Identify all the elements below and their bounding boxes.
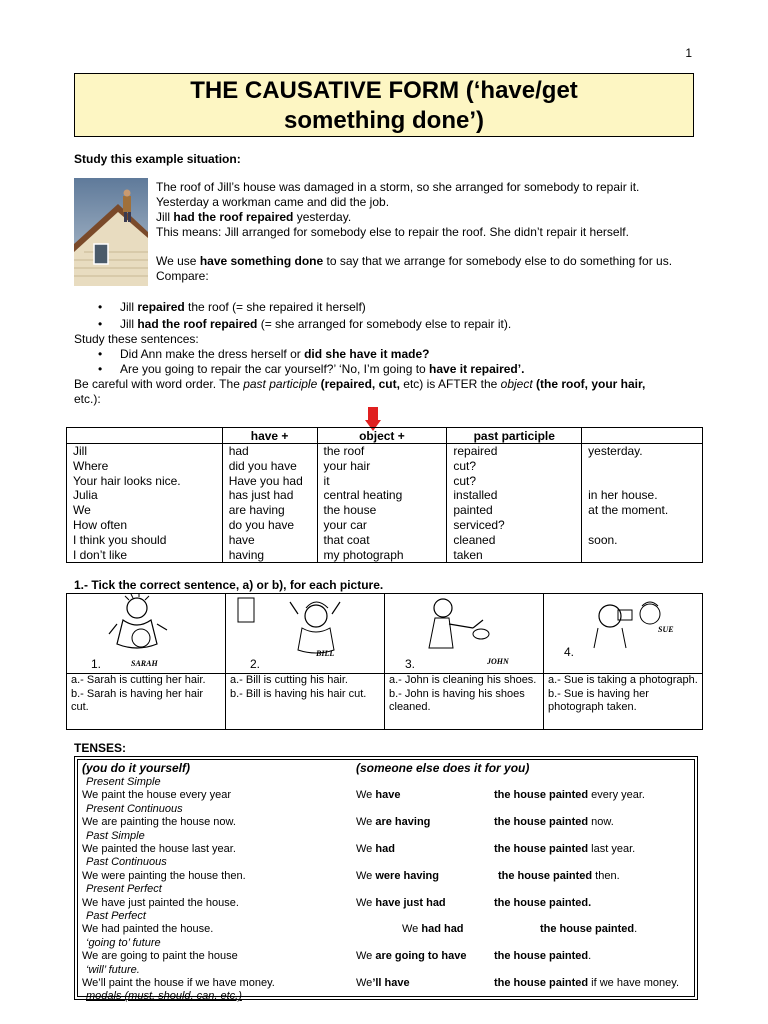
bullet-item: • Jill repaired the roof (= she repaired it herself) [74,300,699,315]
causative-aux: We’ll have [356,977,410,989]
svg-text:SARAH: SARAH [131,659,158,668]
table-cell: having [222,548,317,563]
table-row [67,548,703,563]
table-cell: are having [222,503,317,518]
table-cell: We [67,503,223,518]
table-header [582,428,703,444]
tense-sentence: We paint the house every year [82,789,231,802]
tense-label: Past Continuous [86,856,167,869]
options-row [67,674,703,730]
bullet-item: • Jill had the roof repaired (= she arranged for somebody else to repair it). [74,317,699,332]
causative-object: the house painted every year. [494,789,645,802]
table-row [67,444,703,459]
picture-number: 1. [91,657,102,671]
picture-number: 4. [564,645,575,659]
option-b[interactable]: b.- John is having his shoes cleaned. [389,687,525,713]
table-cell [582,548,703,563]
table-cell: has just had [222,488,317,503]
causative-object: the house painted last year. [494,843,636,855]
table-cell: repaired [447,444,582,459]
option-cell [226,674,385,730]
table-cell: cut? [447,459,582,474]
table-cell: central heating [317,488,447,503]
causative-aux: We are going to have [356,950,467,963]
option-a[interactable]: a.- John is cleaning his shoes. [389,674,537,686]
table-cell: that coat [317,533,447,548]
bullet-item: • Did Ann make the dress herself or did she have it made? [74,347,699,362]
table-cell: in her house. [582,488,703,503]
exercise-table [66,593,703,730]
table-cell: the house [317,503,447,518]
table-row [67,474,703,489]
causative-object: the house painted now. [494,816,614,829]
picture-cell [544,594,703,674]
picture-number: 2. [250,657,261,671]
table-cell: installed [447,488,582,503]
table-cell [582,518,703,533]
example-line: Yesterday a workman came and did the job. [156,195,390,209]
compare-label: Compare: [156,269,209,283]
option-a[interactable]: a.- Bill is cutting his hair. [230,674,348,686]
word-order-note-end: etc.): [74,392,101,406]
tense-row [82,977,682,990]
table-cell: had [222,444,317,459]
option-b[interactable]: b.- Sarah is having her hair cut. [71,687,204,713]
tense-sentence: We’ll paint the house if we have money. [82,977,275,989]
table-cell: soon. [582,533,703,548]
causative-aux: We have just had [356,896,446,909]
causative-aux: We are having [356,816,431,829]
table-header: have + [222,428,317,444]
tense-row [82,897,682,910]
table-cell: cleaned [447,533,582,548]
study-sentences-label: Study these sentences: [74,332,199,346]
tense-row [82,816,682,829]
table-header: object + [317,428,447,444]
tense-label: Past Simple [86,829,145,842]
tense-label: Present Perfect [86,883,162,896]
option-b[interactable]: b.- Bill is having his hair cut. [230,687,367,700]
tense-sentence: We were painting the house then. [82,869,246,882]
title-line-2: something done’) [284,107,484,134]
table-cell: your hair [317,459,447,474]
tense-label: modals (must, should, can, etc.) [86,990,242,1003]
compare-section [74,300,699,407]
table-cell: do you have [222,518,317,533]
table-header-row [67,428,703,444]
picture-cell [385,594,544,674]
tense-label: Present Simple [86,776,161,788]
tense-sentence: We painted the house last year. [82,843,236,855]
tenses-box [74,756,698,1003]
causative-aux: We had had [402,923,464,936]
table-header [67,428,223,444]
table-cell: your car [317,518,447,533]
tense-sentence: We had painted the house. [82,923,214,936]
causative-object: the house painted. [540,923,638,936]
tense-sentence: We are going to paint the house [82,950,238,963]
picture-cell [226,594,385,674]
causative-object: the house painted then. [498,869,620,882]
causative-aux: We have [356,789,401,802]
example-line: This means: Jill arranged for somebody else to repair the roof. She didn’t repair it herself. [156,225,629,239]
word-order-note: Be careful with word order. The past participle (repaired, cut, etc) is AFTER the object (the roof, your hair, [74,377,646,391]
roof-photo [74,178,148,286]
tense-row [82,950,682,963]
causative-object: the house painted. [494,896,592,909]
table-cell: my photograph [317,548,447,563]
tense-row [82,789,682,802]
option-cell [385,674,544,730]
table-cell: it [317,474,447,489]
word-order-table [66,427,703,563]
example-line: Jill had the roof repaired yesterday. [156,210,352,224]
table-row [67,518,703,533]
causative-aux: We were having [356,869,439,882]
causative-object: the house painted if we have money. [494,977,680,989]
table-cell: Jill [67,444,223,459]
tense-label: ‘going to’ future [86,936,161,949]
tense-row [82,923,682,936]
table-cell [582,459,703,474]
tense-label: ‘will’ future. [86,963,140,976]
table-cell: yesterday. [582,444,703,459]
svg-text:BILL: BILL [316,649,335,658]
example-text [156,180,696,284]
table-cell: serviced? [447,518,582,533]
tense-row [82,843,682,856]
option-cell [67,674,226,730]
tenses-column-headers [82,762,682,775]
table-cell: Where [67,459,223,474]
option-a[interactable]: a.- Sue is taking a photograph. [548,674,698,686]
table-cell: cut? [447,474,582,489]
table-header: past participle [447,428,582,444]
exercise-heading: 1.- Tick the correct sentence, a) or b), for each picture. [74,578,384,592]
page-title [74,73,694,137]
table-cell: at the moment. [582,503,703,518]
table-row [67,459,703,474]
tenses-heading: TENSES: [74,741,127,755]
tense-row [82,870,682,883]
page-number: 1 [685,46,692,60]
causative-object: the house painted. [494,950,592,963]
bullet-item: • Are you going to repair the car yourself?’ ‘No, I’m going to have it repaired’. [74,362,699,377]
table-cell [582,474,703,489]
tense-sentence: We have just painted the house. [82,896,239,909]
table-row [67,533,703,548]
title-line-1: THE CAUSATIVE FORM (‘have/get [190,77,578,104]
table-cell: I think you should [67,533,223,548]
example-line: We use have something done to say that we arrange for somebody else to do something for us. [156,254,673,268]
table-cell: painted [447,503,582,518]
picture-row [67,594,703,674]
table-row [67,503,703,518]
table-cell: Julia [67,488,223,503]
table-cell: taken [447,548,582,563]
causative-aux: We had [356,843,395,855]
example-line: The roof of Jill’s house was damaged in a storm, so she arranged for somebody to repair it. [156,180,640,194]
col-you-do-it: (you do it yourself) [82,761,190,775]
table-cell: the roof [317,444,447,459]
study-heading: Study this example situation: [74,152,241,166]
table-cell: Have you had [222,474,317,489]
table-cell: have [222,533,317,548]
table-row [67,488,703,503]
table-cell: How often [67,518,223,533]
table-cell: did you have [222,459,317,474]
option-b[interactable]: b.- Sue is having her photograph taken. [548,687,649,713]
svg-text:JOHN: JOHN [487,657,509,666]
svg-text:SUE: SUE [658,625,674,634]
picture-number: 3. [405,657,416,671]
table-cell: I don’t like [67,548,223,563]
option-a[interactable]: a.- Sarah is cutting her hair. [71,674,206,686]
option-cell [544,674,703,730]
tense-label: Past Perfect [86,910,146,922]
tense-label: Present Continuous [86,802,183,815]
picture-cell [67,594,226,674]
table-cell: Your hair looks nice. [67,474,223,489]
col-someone-else: (someone else does it for you) [356,761,530,775]
tense-sentence: We are painting the house now. [82,816,236,829]
